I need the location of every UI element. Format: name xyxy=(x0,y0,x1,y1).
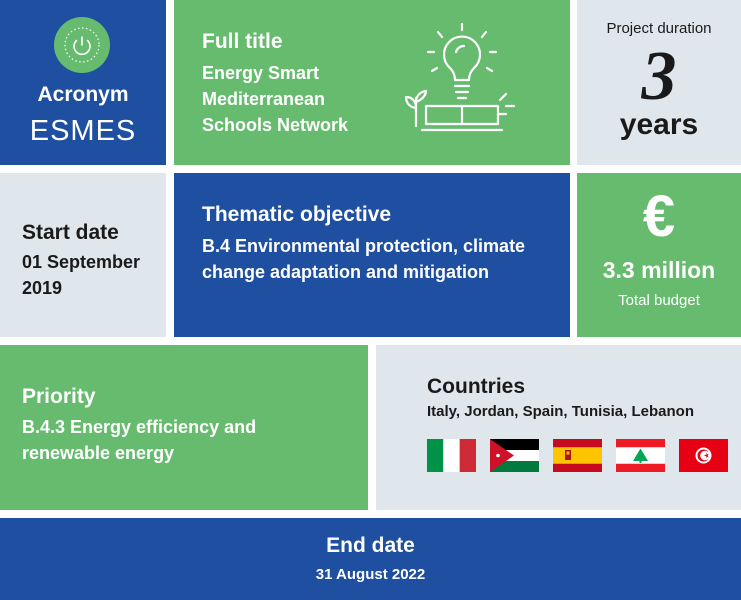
start-date-value: 01 September 2019 xyxy=(22,252,141,298)
start-date-tile xyxy=(0,173,166,337)
end-date-tile xyxy=(0,518,741,600)
thematic-objective-label: Thematic objective xyxy=(202,203,392,226)
power-icon xyxy=(54,17,110,73)
budget-label: Total budget xyxy=(618,292,700,309)
acronym-value: ESMES xyxy=(29,115,137,147)
budget-amount: 3.3 million xyxy=(602,257,716,283)
italy-flag xyxy=(427,439,476,472)
lightbulb-book-icon xyxy=(402,22,522,134)
priority-label: Priority xyxy=(22,385,96,408)
spain-flag xyxy=(553,439,602,472)
priority-value: B.4.3 Energy efficiency and renewable energy xyxy=(22,417,257,463)
priority-tile xyxy=(0,345,368,510)
acronym-label: Acronym xyxy=(37,83,129,106)
start-date-label: Start date xyxy=(22,221,119,244)
lebanon-flag xyxy=(616,439,665,472)
end-date-value: 31 August 2022 xyxy=(315,566,426,583)
acronym-tile xyxy=(0,0,166,165)
duration-unit: years xyxy=(619,108,699,141)
budget-tile xyxy=(577,173,741,337)
countries-tile xyxy=(376,345,741,510)
jordan-flag xyxy=(490,439,539,472)
tunisia-flag xyxy=(679,439,728,472)
countries-value: Italy, Jordan, Spain, Tunisia, Lebanon xyxy=(427,403,694,420)
duration-tile xyxy=(577,0,741,165)
end-date-label: End date xyxy=(326,534,415,557)
countries-label: Countries xyxy=(427,375,526,398)
duration-number: 3 xyxy=(641,38,677,115)
thematic-objective-value: B.4 Environmental protection, climate change adaptation and mitigation xyxy=(202,236,526,282)
euro-icon: € xyxy=(642,184,676,249)
full-title-tile xyxy=(174,0,570,165)
thematic-objective-tile xyxy=(174,173,570,337)
full-title-value: Energy Smart Mediterranean Schools Network xyxy=(202,63,349,135)
duration-label: Project duration xyxy=(606,20,712,37)
full-title-label: Full title xyxy=(202,30,283,53)
